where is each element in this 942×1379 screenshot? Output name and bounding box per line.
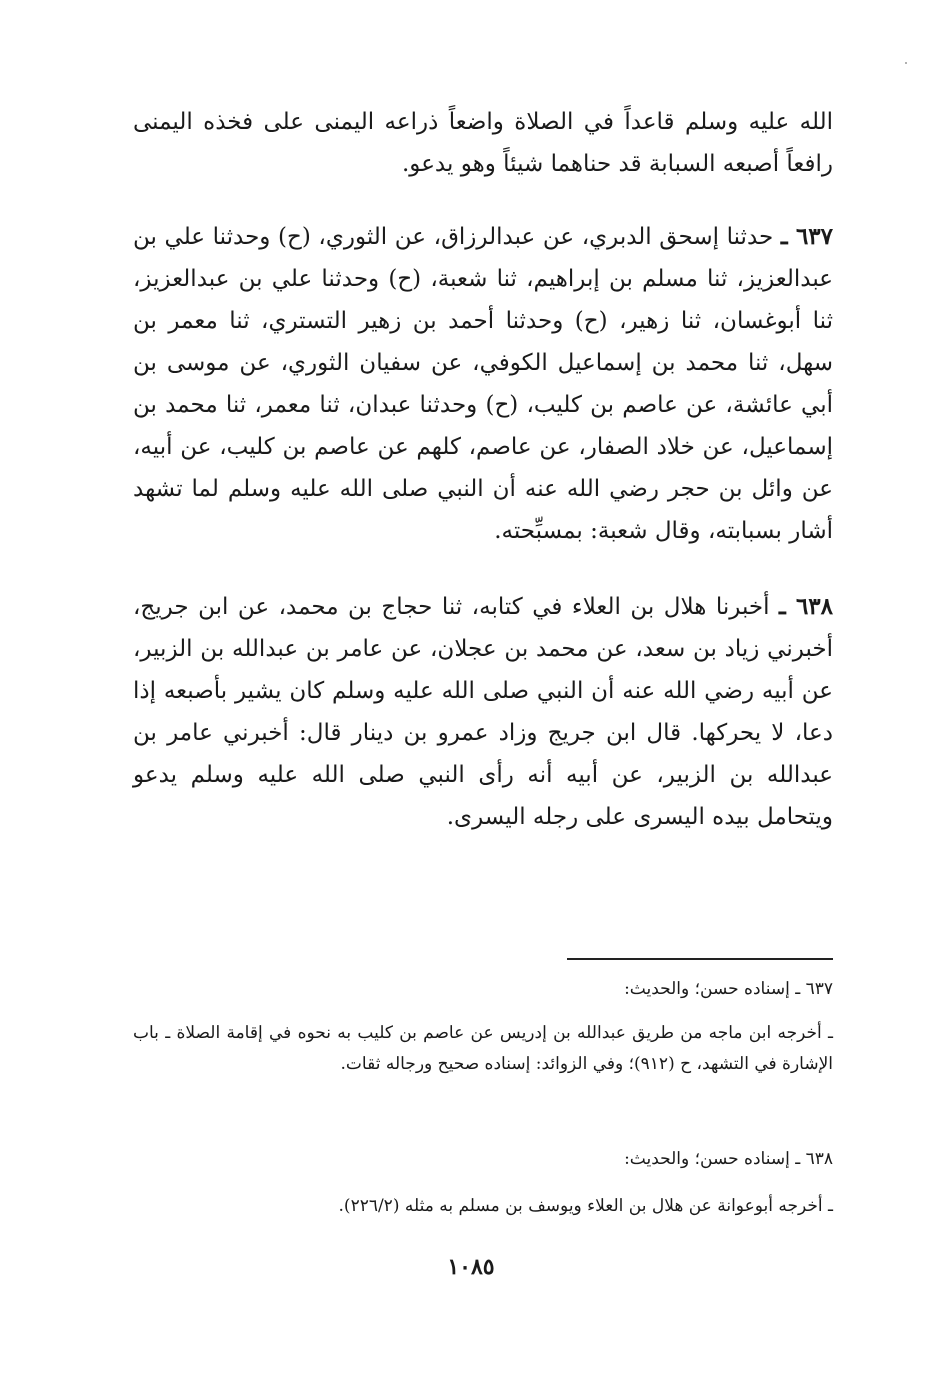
footnote-637-head: ٦٣٧ ـ إسناده حسن؛ والحديث: (624, 979, 833, 999)
footnote-637-body: ـ أخرجه ابن ماجه من طريق عبدالله بن إدريس عن عاصم بن كليب به نحوه في إقامة الصلاة ـ باب الإشارة في التشهد، ح (٩١٢)؛ وفي الزوائد: إسناده صحيح ورجاله ثقات. (133, 1023, 833, 1074)
scan-speck (905, 62, 907, 64)
hadith-638-number: ٦٣٨ ـ (779, 593, 834, 620)
footnote-638-body: ـ أخرجه أبوعوانة عن هلال بن العلاء ويوسف بن مسلم به مثله (٢٢٦/٢). (338, 1196, 833, 1216)
hadith-637-number: ٦٣٧ ـ (780, 223, 833, 250)
page-number: ١٠٨٥ (447, 1254, 495, 1280)
hadith-638-text: أخبرنا هلال بن العلاء في كتابه، ثنا حجاج بن محمد، عن ابن جريج، أخبرني زياد بن سعد، عن محمد بن عجلان، عن عامر بن عبدالله بن الزبير، عن أبيه رضي الله عنه أن النبي صلى الله عليه وسلم كان يشير بأصبعه إذا دعا، لا يحركها. قال ابن جريج وزاد عمرو بن دينار قال: أخبرني عامر بن عبدالله بن الزبير، عن أبيه أنه رأى النبي صلى الله عليه وسلم يدعو ويتحامل بيده اليسرى على رجله اليسرى. (133, 594, 833, 830)
hadith-637-text: حدثنا إسحق الدبري، عن عبدالرزاق، عن الثوري، (ح) وحدثنا علي بن عبدالعزيز، ثنا مسلم بن إبراهيم، ثنا شعبة، (ح) وحدثنا علي بن عبدالعزيز، ثنا أبوغسان، ثنا زهير، (ح) وحدثنا أحمد بن زهير التستري، ثنا معمر بن سهل، ثنا محمد بن إسماعيل الكوفي، عن سفيان الثوري، عن موسى بن أبي عائشة، عن عاصم بن كليب، (ح) وحدثنا عبدان، ثنا معمر، ثنا محمد بن إسماعيل، عن خلاد الصفار، عن عاصم، كلهم عن عاصم بن كليب، عن أبيه، عن وائل بن حجر رضي الله عنه أن النبي صلى الله عليه وسلم لما تشهد أشار بسبابته، وقال شعبة: بمسبِّحته. (133, 224, 833, 544)
footnote-separator (567, 958, 833, 960)
hadith-638-paragraph (133, 586, 833, 838)
hadith-637-paragraph (133, 216, 833, 552)
footnote-638-head: ٦٣٨ ـ إسناده حسن؛ والحديث: (624, 1149, 833, 1169)
continuation-paragraph: الله عليه وسلم قاعداً في الصلاة واضعاً ذراعه اليمنى على فخذه اليمنى رافعاً أصبعه السبابة قد حناهما شيئاً وهو يدعو. (133, 109, 833, 177)
